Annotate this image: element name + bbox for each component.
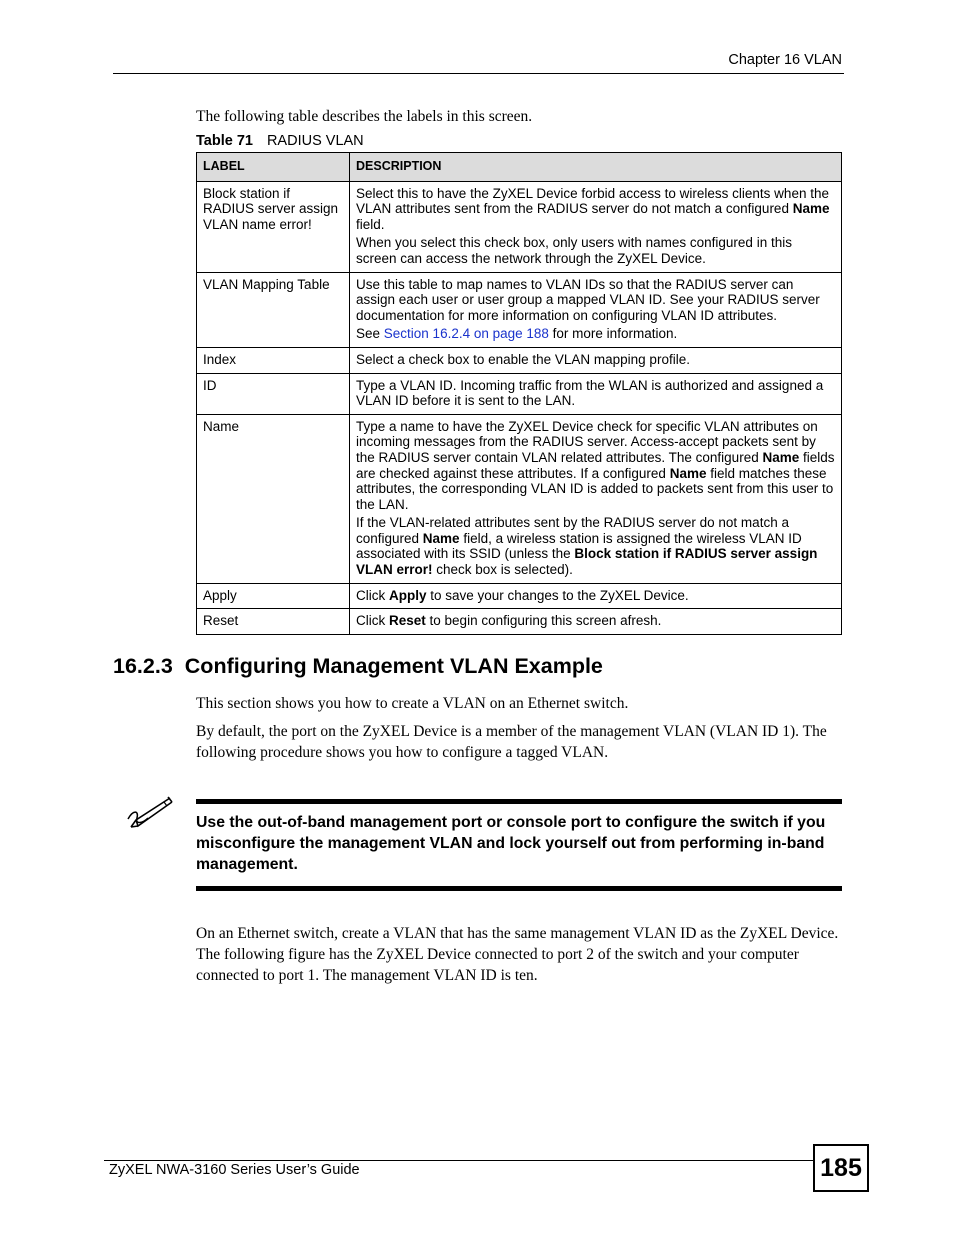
desc-bold: Name [669,465,707,481]
desc-text: field. [356,216,385,232]
table-row [197,414,842,583]
desc-text: for more information. [548,326,678,342]
desc-text: check box is selected). [432,562,573,578]
table-caption-number: Table 71 [196,133,253,149]
column-header-label: LABEL [197,153,350,182]
desc-text: Use this table to map names to VLAN IDs so that the RADIUS server can assign each user or user group a mapped VLAN ID. See your RADIUS server documentation for more information on configuring VLAN ID attributes. [356,276,820,323]
section-paragraph: On an Ethernet switch, create a VLAN that has the same management VLAN ID as the ZyXEL Device. The following figure has the ZyXEL Device connected to port 2 of the switch and your computer connected to port 1. The management VLAN ID is ten. [196,925,839,984]
desc-text: field matches these attributes, the corresponding VLAN ID is added to packets sent from this user to the LAN. [356,465,834,512]
section-number: 16.2.3 [113,654,173,678]
note-top-rule [196,799,842,804]
table-header-row [197,153,842,182]
chapter-header: Chapter 16 VLAN [728,52,842,68]
row-label: Index [197,347,350,373]
row-description [350,347,842,373]
row-label: VLAN Mapping Table [197,272,350,347]
desc-text: See [356,326,384,342]
footer-guide-title: ZyXEL NWA-3160 Series User’s Guide [109,1162,360,1178]
section-paragraph: This section shows you how to create a VLAN on an Ethernet switch. [196,695,629,712]
row-description [350,583,842,609]
table-caption [196,133,364,149]
table-row [197,272,842,347]
table-row [197,609,842,635]
table-row [197,583,842,609]
note-bottom-rule [196,886,842,891]
header-rule [113,73,844,74]
desc-text: to begin configuring this screen afresh. [425,613,662,629]
row-label: Name [197,414,350,583]
desc-bold: Block station if RADIUS server assign VLAN error! [356,546,818,578]
row-label: Apply [197,583,350,609]
note-pencil-icon [124,796,174,832]
desc-text: fields are checked against these attributes. If a configured [356,449,835,481]
row-description [350,373,842,414]
desc-text: Select this to have the ZyXEL Device forbid access to wireless clients when the VLAN attributes sent from the RADIUS server do not match a configured [356,185,829,217]
desc-bold: Name [792,201,830,217]
row-description [350,272,842,347]
row-description [350,181,842,272]
desc-bold: Reset [389,613,426,629]
row-label: ID [197,373,350,414]
section-cross-reference-link[interactable]: Section 16.2.4 on page 188 [383,326,549,342]
desc-text: When you select this check box, only users with names configured in this screen can access the network through the ZyXEL Device. [356,235,792,266]
table-intro-text: The following table describes the labels in this screen. [196,108,533,125]
desc-text: Type a name to have the ZyXEL Device check for specific VLAN attributes on incoming messages from the RADIUS server. Access-accept packets sent by the RADIUS server contain VLAN related attributes. The configured [356,418,818,465]
table-caption-title: RADIUS VLAN [266,133,364,149]
section-title: Configuring Management VLAN Example [184,654,603,678]
desc-bold: Name [422,530,460,546]
section-paragraph: By default, the port on the ZyXEL Device is a member of the management VLAN (VLAN ID 1). The following procedure shows you how to configure a tagged VLAN. [196,723,827,761]
desc-text: Click [356,587,389,603]
desc-text: field, a wireless station is assigned the wireless VLAN ID associated with its SSID (unless the [356,530,802,562]
page-number: 185 [813,1144,869,1192]
table-row [197,181,842,272]
desc-text: If the VLAN-related attributes sent by the RADIUS server do not match a configured [356,515,789,546]
desc-text: Click [356,613,389,629]
footer-rule [104,1160,814,1161]
desc-bold: Apply [389,587,427,603]
section-heading [113,654,603,679]
desc-text: Select a check box to enable the VLAN mapping profile. [356,351,690,367]
label-description-table [196,152,842,635]
note-text: Use the out-of-band management port or console port to configure the switch if you misconfigure the management VLAN and lock yourself out from performing in-band management. [196,814,826,873]
column-header-description: DESCRIPTION [350,153,842,182]
table-row [197,373,842,414]
row-label: Reset [197,609,350,635]
row-description [350,414,842,583]
row-description [350,609,842,635]
desc-text: to save your changes to the ZyXEL Device. [426,587,689,603]
desc-text: Type a VLAN ID. Incoming traffic from the WLAN is authorized and assigned a VLAN ID before it is sent to the LAN. [356,377,824,409]
row-label: Block station if RADIUS server assign VLAN name error! [197,181,350,272]
desc-bold: Name [762,449,800,465]
table-row [197,347,842,373]
